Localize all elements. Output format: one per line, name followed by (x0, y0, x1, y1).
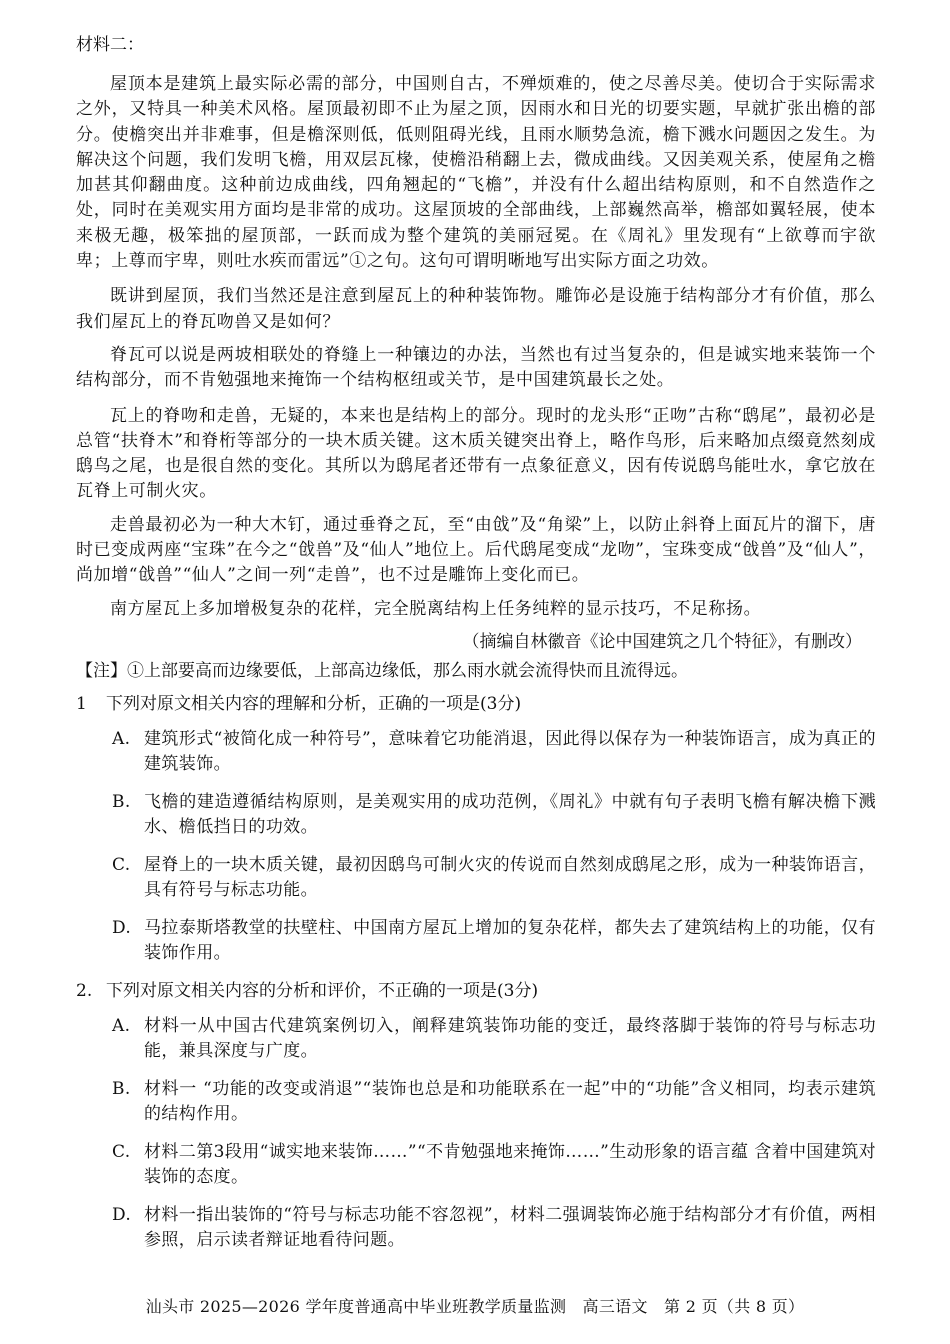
option-label: D. (112, 917, 132, 938)
material-heading: 材料二： (76, 35, 144, 55)
option-d (112, 1203, 876, 1254)
source-citation: （摘编自林徽音《论中国建筑之几个特征》，有删改） (462, 631, 862, 652)
paragraph-roof: 屋顶本是建筑上最实际必需的部分，中国则自古，不殚烦难的，使之尽善尽美。使切合于实际需求之外，又特具一种美术风格。屋顶最初即不止为屋之顶，因雨水和日光的切要实题，早就扩张出檐的部分。使檐突出并非难事，但是檐深则低，低则阻碍光线，且雨水顺势急流，檐下溅水问题因之发生。为解决这个问题，我们发明飞檐，用双层瓦椽，使檐沿稍翻上去，微成曲线。又因美观关系，使屋角之檐加甚其仰翻曲度。这种前边成曲线，四角翘起的“飞檐”，并没有什么超出结构原则，和不自然造作之处，同时在美观实用方面均是非常的成功。这屋顶坡的全部曲线，上部巍然高举，檐部如翼轻展，使本来极无趣，极笨拙的屋顶部，一跃而成为整个建筑的美丽冠冕。在《周礼》里发现有“上欲尊而宇欲卑；上尊而宇卑，则吐水疾而雷远”①之句。这句可谓明晰地写出实际方面之功效。 (76, 74, 876, 272)
question-2 (76, 979, 876, 1254)
option-label: B. (112, 1078, 131, 1099)
option-a (112, 1014, 876, 1065)
option-a (112, 727, 876, 778)
option-label: A. (112, 728, 131, 749)
option-label: B. (112, 791, 131, 812)
question-number: 2. (76, 980, 93, 1001)
option-text: 建筑形式“被简化成一种符号”，意味着它功能消退，因此得以保存为一种装饰语言，成为真正的建筑装饰。 (144, 728, 876, 775)
paragraph-ornaments: 既讲到屋顶，我们当然还是注意到屋瓦上的种种装饰物。雕饰必是设施于结构部分才有价值，那么我们屋瓦上的脊瓦吻兽又是如何？ (76, 286, 876, 332)
option-b (112, 790, 876, 841)
option-b (112, 1077, 876, 1128)
question-stem: 下列对原文相关内容的分析和评价，不正确的一项是(3分) (106, 980, 539, 1001)
footnote: 【注】①上部要高而边缘要低，上部高边缘低，那么雨水就会流得快而且流得远。 (76, 660, 688, 681)
option-label: C. (112, 1141, 131, 1162)
option-text: 屋脊上的一块木质关键，最初因鸱鸟可制火灾的传说而自然刻成鸱尾之形，成为一种装饰语言，具有符号与标志功能。 (144, 854, 876, 901)
question-1 (76, 692, 876, 967)
paragraph-ridge-tiles: 脊瓦可以说是两坡相联处的脊缝上一种镶边的办法，当然也有过当复杂的，但是诚实地来装饰一个结构部分，而不肯勉强地来掩饰一个结构枢纽或关节，是中国建筑最长之处。 (76, 344, 876, 391)
paragraph-ridge-beasts: 瓦上的脊吻和走兽，无疑的，本来也是结构上的部分。现时的龙头形“正吻”古称“鸱尾”，最初必是总管“扶脊木”和脊桁等部分的一块木质关键。这木质关键突出脊上，略作鸟形，后来略加点缀竟然刻成鸱鸟之尾，也是很自然的变化。其所以为鸱尾者还带有一点象征意义，因有传说鸱鸟能吐水，拿它放在瓦脊上可制火灾。 (76, 405, 876, 502)
exam-page (76, 34, 876, 1266)
question-number: 1 (76, 693, 87, 714)
paragraph-southern-tiles: 南方屋瓦上多加增极复杂的花样，完全脱离结构上任务纯粹的显示技巧，不足称扬。 (110, 598, 762, 619)
option-text: 材料二第3段用“诚实地来装饰……”“不肯勉强地来掩饰……”生动形象的语言蕴 含着中国建筑对装饰的态度。 (144, 1141, 876, 1188)
option-label: C. (112, 854, 131, 875)
option-label: A. (112, 1015, 131, 1036)
paragraph-walking-beasts: 走兽最初必为一种大木钉，通过垂脊之瓦，至“由戗”及“角梁”上，以防止斜脊上面瓦片的溜下，唐时已变成两座“宝珠”在今之“戗兽”及“仙人”地位上。后代鸱尾变成“龙吻”，宝珠变成“戗兽”及“仙人”，尚加增“戗兽”“仙人”之间一列“走兽”，也不过是雕饰上变化而已。 (76, 514, 876, 586)
page-footer: 汕头市 2025—2026 学年度普通高中毕业班教学质量监测 高三语文 第 2 页（共 8 页） (145, 1297, 805, 1316)
question-stem: 下列对原文相关内容的理解和分析，正确的一项是(3分) (106, 693, 522, 714)
option-c (112, 1140, 876, 1191)
option-text: 马拉泰斯塔教堂的扶壁柱、中国南方屋瓦上增加的复杂花样，都失去了建筑结构上的功能，仅有装饰作用。 (144, 917, 876, 964)
option-text: 材料一 “功能的改变或消退”“装饰也总是和功能联系在一起”中的“功能”含义相同，均表示建筑的结构作用。 (144, 1078, 876, 1125)
option-c (112, 853, 876, 904)
option-label: D. (112, 1204, 132, 1225)
option-text: 材料一指出装饰的“符号与标志功能不容忽视”，材料二强调装饰必施于结构部分才有价值，两相参照，启示读者辩证地看待问题。 (144, 1204, 876, 1251)
option-text: 飞檐的建造遵循结构原则，是美观实用的成功范例，《周礼》中就有句子表明飞檐有解决檐下溅水、檐低挡日的功效。 (144, 791, 876, 838)
option-d (112, 916, 876, 967)
option-text: 材料一从中国古代建筑案例切入，阐释建筑装饰功能的变迁，最终落脚于装饰的符号与标志功能，兼具深度与广度。 (144, 1015, 876, 1062)
